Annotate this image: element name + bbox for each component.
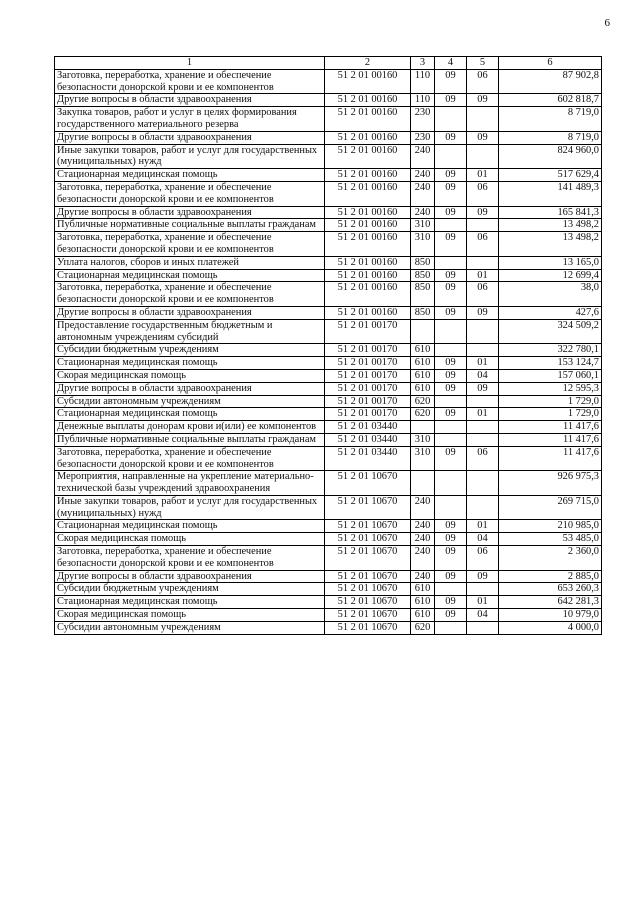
expense-type-code: 610 xyxy=(411,357,435,370)
target-article-code: 51 2 01 00170 xyxy=(325,382,411,395)
expense-type-code: 610 xyxy=(411,583,435,596)
subsection-code: 04 xyxy=(467,609,499,622)
expense-type-code: 240 xyxy=(411,181,435,206)
expense-type-code: 240 xyxy=(411,144,435,169)
row-label: Иные закупки товаров, работ и услуг для государственных (муниципальных) нужд xyxy=(55,144,325,169)
section-code: 09 xyxy=(435,408,467,421)
column-header: 5 xyxy=(467,57,499,70)
section-code: 09 xyxy=(435,357,467,370)
section-code: 09 xyxy=(435,382,467,395)
expense-type-code: 240 xyxy=(411,570,435,583)
section-code: 09 xyxy=(435,181,467,206)
amount: 13 498,2 xyxy=(499,232,602,257)
target-article-code: 51 2 01 10670 xyxy=(325,596,411,609)
row-label: Скорая медицинская помощь xyxy=(55,369,325,382)
target-article-code: 51 2 01 00160 xyxy=(325,306,411,319)
target-article-code: 51 2 01 00160 xyxy=(325,69,411,94)
table-row xyxy=(55,395,602,408)
table-row xyxy=(55,533,602,546)
target-article-code: 51 2 01 00160 xyxy=(325,232,411,257)
amount: 87 902,8 xyxy=(499,69,602,94)
row-label: Субсидии автономным учреждениям xyxy=(55,395,325,408)
target-article-code: 51 2 01 00160 xyxy=(325,144,411,169)
subsection-code xyxy=(467,583,499,596)
target-article-code: 51 2 01 10670 xyxy=(325,621,411,634)
amount: 2 885,0 xyxy=(499,570,602,583)
row-label: Закупка товаров, работ и услуг в целях формирования государственного материального резерва xyxy=(55,107,325,132)
row-label: Скорая медицинская помощь xyxy=(55,533,325,546)
expense-type-code: 620 xyxy=(411,395,435,408)
section-code xyxy=(435,421,467,434)
section-code: 09 xyxy=(435,69,467,94)
target-article-code: 51 2 01 03440 xyxy=(325,421,411,434)
section-code xyxy=(435,395,467,408)
column-header: 3 xyxy=(411,57,435,70)
section-code xyxy=(435,583,467,596)
section-code: 09 xyxy=(435,306,467,319)
amount: 8 719,0 xyxy=(499,131,602,144)
target-article-code: 51 2 01 00160 xyxy=(325,169,411,182)
row-label: Другие вопросы в области здравоохранения xyxy=(55,382,325,395)
row-label: Публичные нормативные социальные выплаты гражданам xyxy=(55,433,325,446)
amount: 53 485,0 xyxy=(499,533,602,546)
row-label: Другие вопросы в области здравоохранения xyxy=(55,306,325,319)
expense-type-code: 110 xyxy=(411,94,435,107)
section-code xyxy=(435,433,467,446)
target-article-code: 51 2 01 00160 xyxy=(325,181,411,206)
row-label: Стационарная медицинская помощь xyxy=(55,408,325,421)
subsection-code: 04 xyxy=(467,533,499,546)
expense-type-code: 610 xyxy=(411,382,435,395)
amount: 427,6 xyxy=(499,306,602,319)
row-label: Другие вопросы в области здравоохранения xyxy=(55,131,325,144)
amount: 10 979,0 xyxy=(499,609,602,622)
section-code: 09 xyxy=(435,609,467,622)
subsection-code xyxy=(467,433,499,446)
subsection-code: 09 xyxy=(467,94,499,107)
amount: 324 509,2 xyxy=(499,319,602,344)
expense-type-code: 850 xyxy=(411,256,435,269)
table-row xyxy=(55,319,602,344)
expense-type-code: 230 xyxy=(411,107,435,132)
table-row xyxy=(55,306,602,319)
amount: 12 699,4 xyxy=(499,269,602,282)
section-code: 09 xyxy=(435,596,467,609)
amount: 269 715,0 xyxy=(499,495,602,520)
target-article-code: 51 2 01 00160 xyxy=(325,94,411,107)
row-label: Стационарная медицинская помощь xyxy=(55,269,325,282)
row-label: Заготовка, переработка, хранение и обеспечение безопасности донорской крови и ее компонентов xyxy=(55,282,325,307)
table-row xyxy=(55,369,602,382)
amount: 141 489,3 xyxy=(499,181,602,206)
subsection-code: 01 xyxy=(467,269,499,282)
section-code: 09 xyxy=(435,269,467,282)
row-label: Денежные выплаты донорам крови и(или) ее компонентов xyxy=(55,421,325,434)
section-code xyxy=(435,144,467,169)
table-row xyxy=(55,570,602,583)
subsection-code xyxy=(467,421,499,434)
amount: 153 124,7 xyxy=(499,357,602,370)
section-code: 09 xyxy=(435,169,467,182)
row-label: Уплата налогов, сборов и иных платежей xyxy=(55,256,325,269)
amount: 642 281,3 xyxy=(499,596,602,609)
amount: 2 360,0 xyxy=(499,546,602,571)
row-label: Другие вопросы в области здравоохранения xyxy=(55,570,325,583)
row-label: Публичные нормативные социальные выплаты гражданам xyxy=(55,219,325,232)
section-code: 09 xyxy=(435,206,467,219)
table-row xyxy=(55,546,602,571)
section-code: 09 xyxy=(435,94,467,107)
amount: 12 595,3 xyxy=(499,382,602,395)
expense-type-code: 230 xyxy=(411,131,435,144)
row-label: Субсидии бюджетным учреждениям xyxy=(55,344,325,357)
expense-type-code: 240 xyxy=(411,206,435,219)
row-label: Стационарная медицинская помощь xyxy=(55,357,325,370)
table-row xyxy=(55,169,602,182)
amount: 8 719,0 xyxy=(499,107,602,132)
amount: 157 060,1 xyxy=(499,369,602,382)
expense-type-code xyxy=(411,421,435,434)
table-row xyxy=(55,520,602,533)
table-row xyxy=(55,282,602,307)
expense-type-code: 240 xyxy=(411,495,435,520)
target-article-code: 51 2 01 10670 xyxy=(325,609,411,622)
amount: 13 165,0 xyxy=(499,256,602,269)
column-header: 2 xyxy=(325,57,411,70)
amount: 4 000,0 xyxy=(499,621,602,634)
section-code xyxy=(435,495,467,520)
target-article-code: 51 2 01 10670 xyxy=(325,533,411,546)
target-article-code: 51 2 01 10670 xyxy=(325,583,411,596)
target-article-code: 51 2 01 00160 xyxy=(325,256,411,269)
row-label: Стационарная медицинская помощь xyxy=(55,169,325,182)
subsection-code: 01 xyxy=(467,520,499,533)
expense-type-code: 610 xyxy=(411,344,435,357)
subsection-code xyxy=(467,621,499,634)
expense-type-code: 110 xyxy=(411,69,435,94)
target-article-code: 51 2 01 00170 xyxy=(325,357,411,370)
amount: 165 841,3 xyxy=(499,206,602,219)
table-row xyxy=(55,144,602,169)
row-label: Заготовка, переработка, хранение и обеспечение безопасности донорской крови и ее компонентов xyxy=(55,69,325,94)
table-row xyxy=(55,344,602,357)
row-label: Заготовка, переработка, хранение и обеспечение безопасности донорской крови и ее компонентов xyxy=(55,181,325,206)
subsection-code xyxy=(467,319,499,344)
section-code xyxy=(435,319,467,344)
row-label: Другие вопросы в области здравоохранения xyxy=(55,206,325,219)
target-article-code: 51 2 01 00160 xyxy=(325,219,411,232)
expense-type-code: 310 xyxy=(411,219,435,232)
table-row xyxy=(55,69,602,94)
row-label: Другие вопросы в области здравоохранения xyxy=(55,94,325,107)
expense-type-code: 850 xyxy=(411,269,435,282)
subsection-code xyxy=(467,144,499,169)
subsection-code: 09 xyxy=(467,131,499,144)
target-article-code: 51 2 01 00170 xyxy=(325,344,411,357)
target-article-code: 51 2 01 10670 xyxy=(325,471,411,496)
subsection-code: 01 xyxy=(467,169,499,182)
subsection-code: 06 xyxy=(467,181,499,206)
target-article-code: 51 2 01 00160 xyxy=(325,269,411,282)
table-row xyxy=(55,269,602,282)
expense-type-code: 850 xyxy=(411,282,435,307)
target-article-code: 51 2 01 10670 xyxy=(325,570,411,583)
column-header: 1 xyxy=(55,57,325,70)
row-label: Заготовка, переработка, хранение и обеспечение безопасности донорской крови и ее компонентов xyxy=(55,546,325,571)
subsection-code: 06 xyxy=(467,282,499,307)
row-label: Субсидии бюджетным учреждениям xyxy=(55,583,325,596)
expense-type-code: 310 xyxy=(411,446,435,471)
section-code xyxy=(435,344,467,357)
table-row xyxy=(55,206,602,219)
table-row xyxy=(55,583,602,596)
subsection-code xyxy=(467,344,499,357)
amount: 517 629,4 xyxy=(499,169,602,182)
expense-type-code: 850 xyxy=(411,306,435,319)
target-article-code: 51 2 01 00170 xyxy=(325,319,411,344)
table-row xyxy=(55,232,602,257)
table-row xyxy=(55,495,602,520)
target-article-code: 51 2 01 03440 xyxy=(325,446,411,471)
table-row xyxy=(55,433,602,446)
expense-type-code: 310 xyxy=(411,232,435,257)
expense-type-code: 620 xyxy=(411,408,435,421)
table-row xyxy=(55,131,602,144)
subsection-code: 09 xyxy=(467,206,499,219)
expense-type-code: 240 xyxy=(411,169,435,182)
section-code xyxy=(435,256,467,269)
section-code: 09 xyxy=(435,570,467,583)
table-row xyxy=(55,256,602,269)
page-number: 6 xyxy=(604,17,610,29)
expense-type-code: 610 xyxy=(411,369,435,382)
expense-type-code: 310 xyxy=(411,433,435,446)
target-article-code: 51 2 01 00160 xyxy=(325,107,411,132)
section-code: 09 xyxy=(435,369,467,382)
section-code xyxy=(435,107,467,132)
budget-table xyxy=(54,56,602,635)
subsection-code: 01 xyxy=(467,596,499,609)
section-code: 09 xyxy=(435,446,467,471)
target-article-code: 51 2 01 00160 xyxy=(325,131,411,144)
amount: 11 417,6 xyxy=(499,446,602,471)
section-code: 09 xyxy=(435,546,467,571)
expense-type-code: 240 xyxy=(411,546,435,571)
section-code: 09 xyxy=(435,131,467,144)
table-row xyxy=(55,621,602,634)
subsection-code xyxy=(467,471,499,496)
row-label: Заготовка, переработка, хранение и обеспечение безопасности донорской крови и ее компонентов xyxy=(55,446,325,471)
subsection-code: 06 xyxy=(467,546,499,571)
expense-type-code xyxy=(411,319,435,344)
section-code xyxy=(435,219,467,232)
amount: 210 985,0 xyxy=(499,520,602,533)
row-label: Предоставление государственным бюджетным и автономным учреждениям субсидий xyxy=(55,319,325,344)
expense-type-code xyxy=(411,471,435,496)
amount: 926 975,3 xyxy=(499,471,602,496)
table-body xyxy=(55,69,602,634)
target-article-code: 51 2 01 00170 xyxy=(325,395,411,408)
subsection-code xyxy=(467,495,499,520)
subsection-code: 06 xyxy=(467,232,499,257)
table-row xyxy=(55,596,602,609)
expense-type-code: 610 xyxy=(411,609,435,622)
subsection-code xyxy=(467,107,499,132)
row-label: Заготовка, переработка, хранение и обеспечение безопасности донорской крови и ее компонентов xyxy=(55,232,325,257)
amount: 13 498,2 xyxy=(499,219,602,232)
subsection-code: 01 xyxy=(467,408,499,421)
amount: 824 960,0 xyxy=(499,144,602,169)
row-label: Субсидии автономным учреждениям xyxy=(55,621,325,634)
table-row xyxy=(55,181,602,206)
subsection-code xyxy=(467,395,499,408)
table-row xyxy=(55,609,602,622)
amount: 11 417,6 xyxy=(499,433,602,446)
target-article-code: 51 2 01 00170 xyxy=(325,369,411,382)
row-label: Иные закупки товаров, работ и услуг для государственных (муниципальных) нужд xyxy=(55,495,325,520)
amount: 653 260,3 xyxy=(499,583,602,596)
subsection-code xyxy=(467,256,499,269)
expense-type-code: 240 xyxy=(411,533,435,546)
subsection-code: 09 xyxy=(467,570,499,583)
amount: 1 729,0 xyxy=(499,408,602,421)
section-code xyxy=(435,621,467,634)
table-row xyxy=(55,94,602,107)
section-code xyxy=(435,471,467,496)
target-article-code: 51 2 01 10670 xyxy=(325,495,411,520)
target-article-code: 51 2 01 10670 xyxy=(325,546,411,571)
expense-type-code: 610 xyxy=(411,596,435,609)
subsection-code xyxy=(467,219,499,232)
table-row xyxy=(55,421,602,434)
expense-type-code: 240 xyxy=(411,520,435,533)
table-header-row xyxy=(55,57,602,70)
section-code: 09 xyxy=(435,533,467,546)
target-article-code: 51 2 01 03440 xyxy=(325,433,411,446)
row-label: Стационарная медицинская помощь xyxy=(55,520,325,533)
section-code: 09 xyxy=(435,282,467,307)
table-row xyxy=(55,107,602,132)
target-article-code: 51 2 01 00160 xyxy=(325,282,411,307)
subsection-code: 01 xyxy=(467,357,499,370)
table-row xyxy=(55,382,602,395)
expense-type-code: 620 xyxy=(411,621,435,634)
column-header: 6 xyxy=(499,57,602,70)
subsection-code: 09 xyxy=(467,306,499,319)
target-article-code: 51 2 01 10670 xyxy=(325,520,411,533)
subsection-code: 06 xyxy=(467,446,499,471)
row-label: Стационарная медицинская помощь xyxy=(55,596,325,609)
amount: 38,0 xyxy=(499,282,602,307)
table-row xyxy=(55,471,602,496)
section-code: 09 xyxy=(435,232,467,257)
table-row xyxy=(55,357,602,370)
amount: 1 729,0 xyxy=(499,395,602,408)
target-article-code: 51 2 01 00170 xyxy=(325,408,411,421)
table-row xyxy=(55,446,602,471)
amount: 602 818,7 xyxy=(499,94,602,107)
section-code: 09 xyxy=(435,520,467,533)
table-row xyxy=(55,219,602,232)
row-label: Скорая медицинская помощь xyxy=(55,609,325,622)
table-row xyxy=(55,408,602,421)
row-label: Мероприятия, направленные на укрепление материально-технической базы учреждений здравоохранения xyxy=(55,471,325,496)
amount: 322 780,1 xyxy=(499,344,602,357)
target-article-code: 51 2 01 00160 xyxy=(325,206,411,219)
subsection-code: 09 xyxy=(467,382,499,395)
amount: 11 417,6 xyxy=(499,421,602,434)
column-header: 4 xyxy=(435,57,467,70)
subsection-code: 04 xyxy=(467,369,499,382)
subsection-code: 06 xyxy=(467,69,499,94)
